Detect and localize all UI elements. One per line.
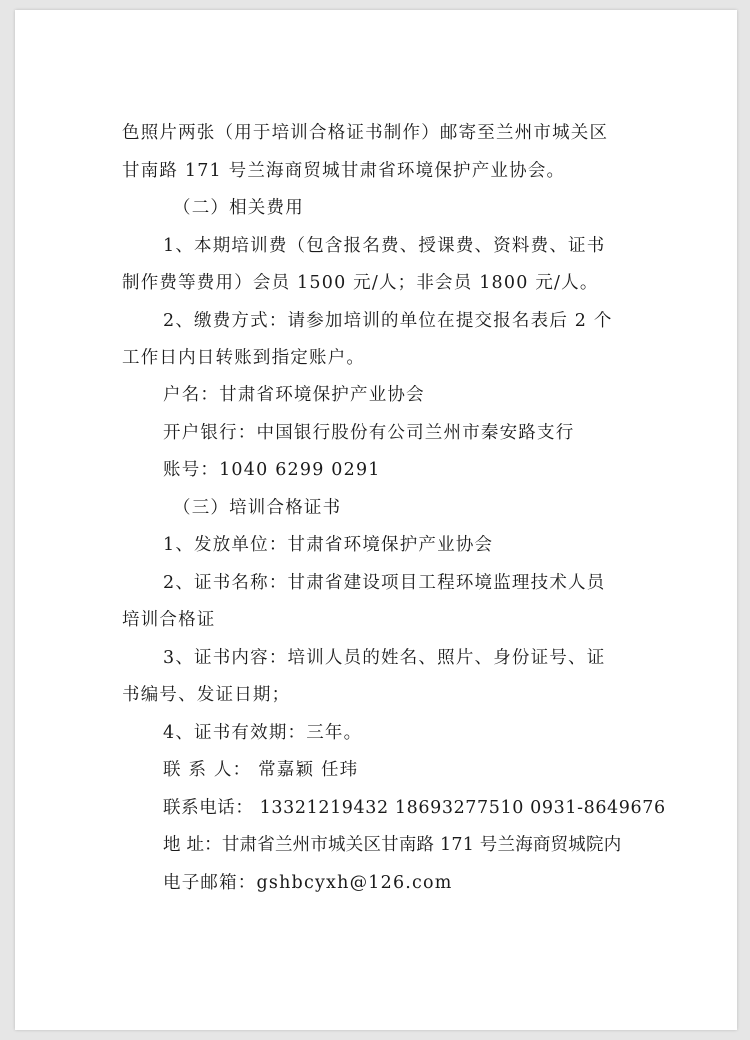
paragraph-line: 制作费等费用）会员 1500 元/人；非会员 1800 元/人。 bbox=[122, 273, 599, 293]
paragraph-line: 工作日内日转账到指定账户。 bbox=[122, 348, 366, 368]
section-heading-certificate: （三）培训合格证书 bbox=[173, 498, 342, 518]
paragraph-line: 书编号、发证日期； bbox=[122, 685, 291, 705]
paragraph-line: 1、本期培训费（包含报名费、授课费、资料费、证书 bbox=[163, 236, 606, 256]
paragraph-line: 1、发放单位：甘肃省环境保护产业协会 bbox=[163, 535, 494, 555]
contact-email: 电子邮箱：gshbcyxh@126.com bbox=[163, 873, 453, 893]
paragraph-line: 2、证书名称：甘肃省建设项目工程环境监理技术人员 bbox=[163, 573, 606, 593]
section-heading-fees: （二）相关费用 bbox=[173, 198, 304, 218]
paragraph-line: 色照片两张（用于培训合格证书制作）邮寄至兰州市城关区 bbox=[122, 123, 609, 143]
paragraph-line: 培训合格证 bbox=[122, 610, 216, 630]
contact-phone: 联系电话： 13321219432 18693277510 0931-8649676 bbox=[163, 798, 666, 818]
paragraph-line: 4、证书有效期：三年。 bbox=[163, 723, 363, 743]
paragraph-line: 3、证书内容：培训人员的姓名、照片、身份证号、证 bbox=[163, 648, 606, 668]
contact-person: 联 系 人： 常嘉颖 任玮 bbox=[163, 760, 359, 780]
paragraph-line: 2、缴费方式：请参加培训的单位在提交报名表后 2 个 bbox=[163, 311, 613, 331]
document-body bbox=[15, 10, 737, 1030]
bank-name: 开户银行：中国银行股份有公司兰州市秦安路支行 bbox=[163, 423, 575, 443]
account-number: 账号：1040 6299 0291 bbox=[163, 460, 381, 480]
document-page bbox=[15, 10, 737, 1030]
contact-address: 地 址：甘肃省兰州市城关区甘南路 171 号兰海商贸城院内 bbox=[163, 835, 622, 855]
account-name: 户名：甘肃省环境保护产业协会 bbox=[163, 385, 425, 405]
paragraph-line: 甘南路 171 号兰海商贸城甘肃省环境保护产业协会。 bbox=[122, 161, 566, 181]
